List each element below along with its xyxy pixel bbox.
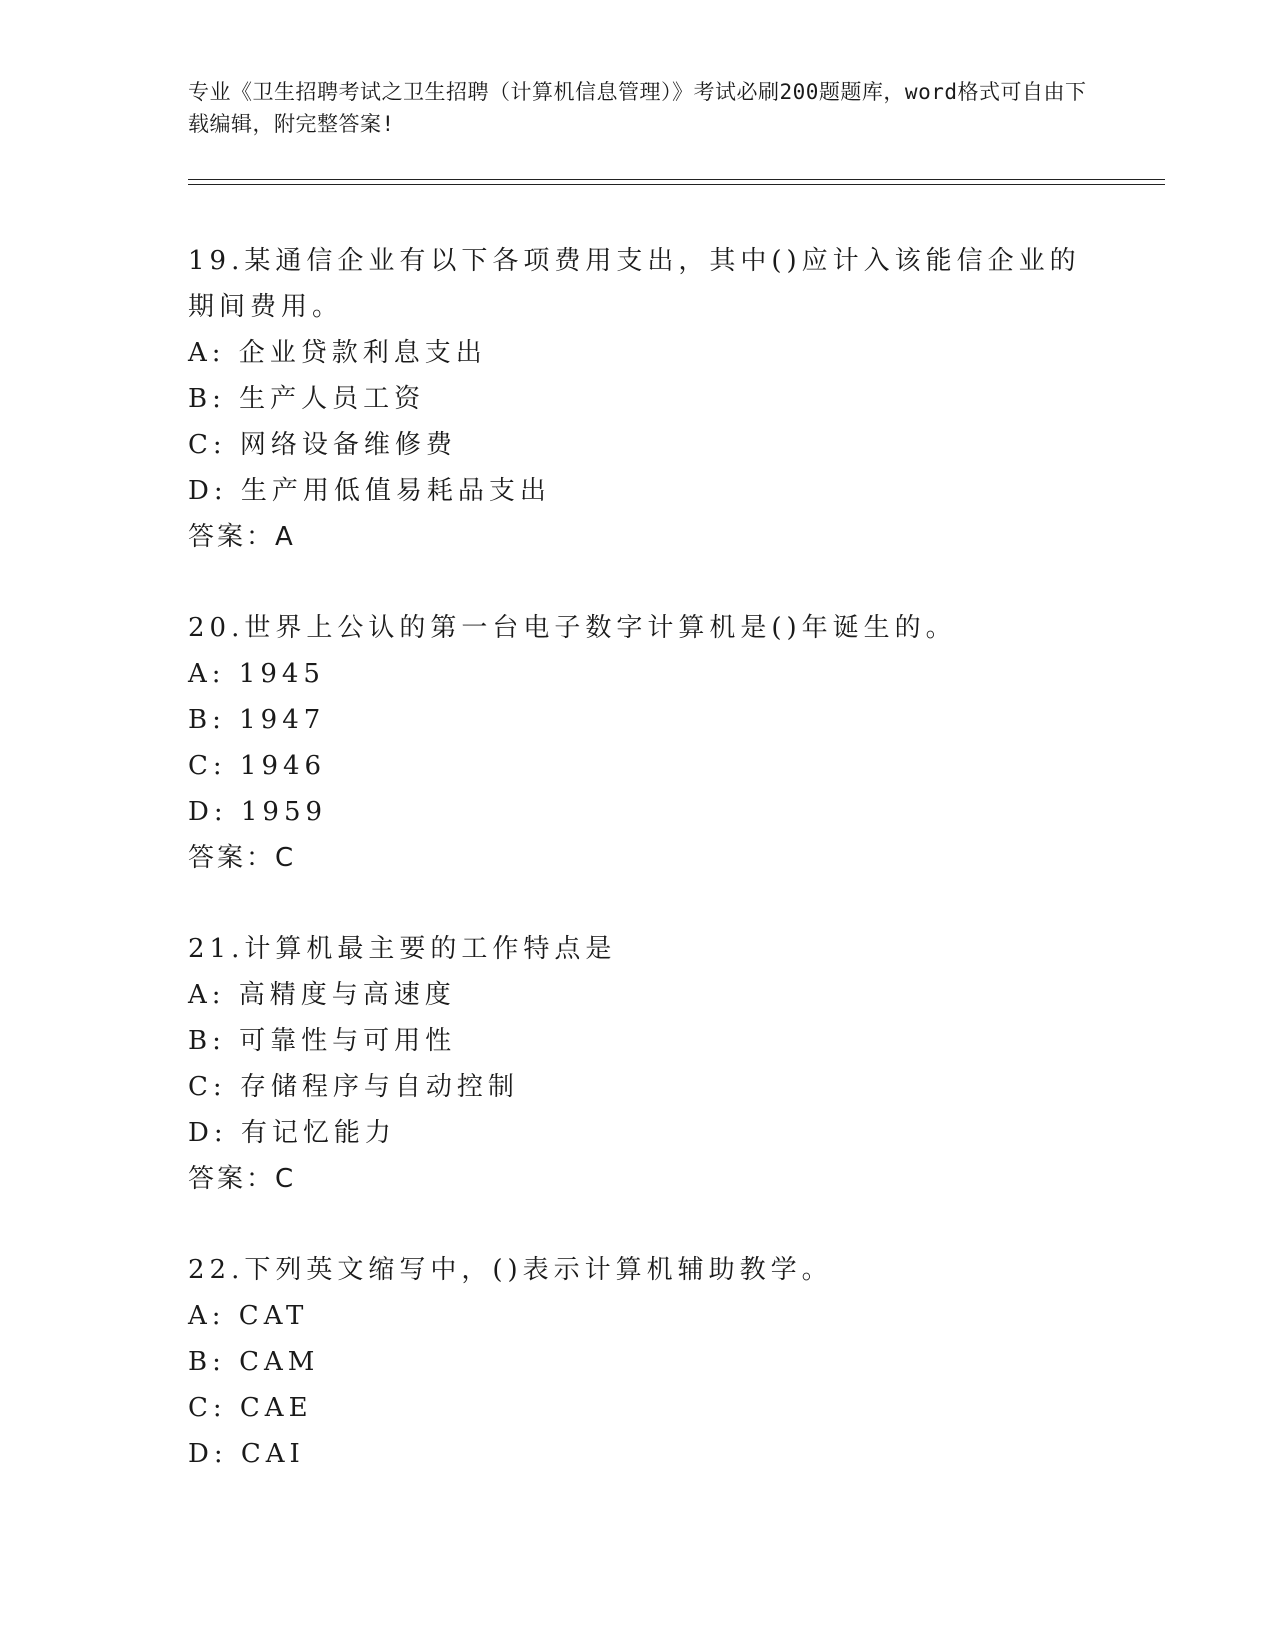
- question-spacer: [188, 1202, 1088, 1247]
- option-c: C: 网络设备维修费: [188, 430, 457, 460]
- question-22: [188, 1247, 1088, 1477]
- question-21: [188, 926, 1088, 1202]
- answer: 答案：C: [188, 1164, 297, 1194]
- option-c: C: 1946: [188, 751, 327, 781]
- question-list: [188, 238, 1088, 1477]
- document-header: 专业《卫生招聘考试之卫生招聘（计算机信息管理）》考试必刷200题题库，word格式可自由下载编辑，附完整答案!: [188, 80, 1087, 136]
- header-divider-bottom: [188, 184, 1165, 185]
- option-b: B: 生产人员工资: [188, 384, 426, 414]
- option-b: B: 1947: [188, 705, 326, 735]
- option-a: A: 企业贷款利息支出: [188, 338, 487, 368]
- option-d: D: CAI: [188, 1439, 305, 1469]
- option-d: D: 1959: [188, 797, 328, 827]
- option-c: C: 存储程序与自动控制: [188, 1072, 519, 1102]
- question-stem: 22.下列英文缩写中，()表示计算机辅助教学。: [188, 1255, 833, 1285]
- answer: 答案：C: [188, 843, 297, 873]
- option-b: B: 可靠性与可用性: [188, 1026, 457, 1056]
- option-c: C: CAE: [188, 1393, 313, 1423]
- question-19: [188, 238, 1088, 560]
- option-a: A: 1945: [188, 659, 325, 689]
- option-a: A: 高精度与高速度: [188, 980, 456, 1010]
- question-stem: 20.世界上公认的第一台电子数字计算机是()年诞生的。: [188, 613, 957, 643]
- question-spacer: [188, 560, 1088, 605]
- answer: 答案：A: [188, 522, 296, 552]
- header-divider-top: [188, 179, 1165, 180]
- option-d: D: 有记忆能力: [188, 1118, 396, 1148]
- question-stem: 19.某通信企业有以下各项费用支出，其中()应计入该能信企业的期间费用。: [188, 246, 1081, 322]
- question-spacer: [188, 881, 1088, 926]
- option-a: A: CAT: [188, 1301, 309, 1331]
- option-b: B: CAM: [188, 1347, 320, 1377]
- question-20: [188, 605, 1088, 881]
- option-d: D: 生产用低值易耗品支出: [188, 476, 551, 506]
- question-stem: 21.计算机最主要的工作特点是: [188, 934, 617, 964]
